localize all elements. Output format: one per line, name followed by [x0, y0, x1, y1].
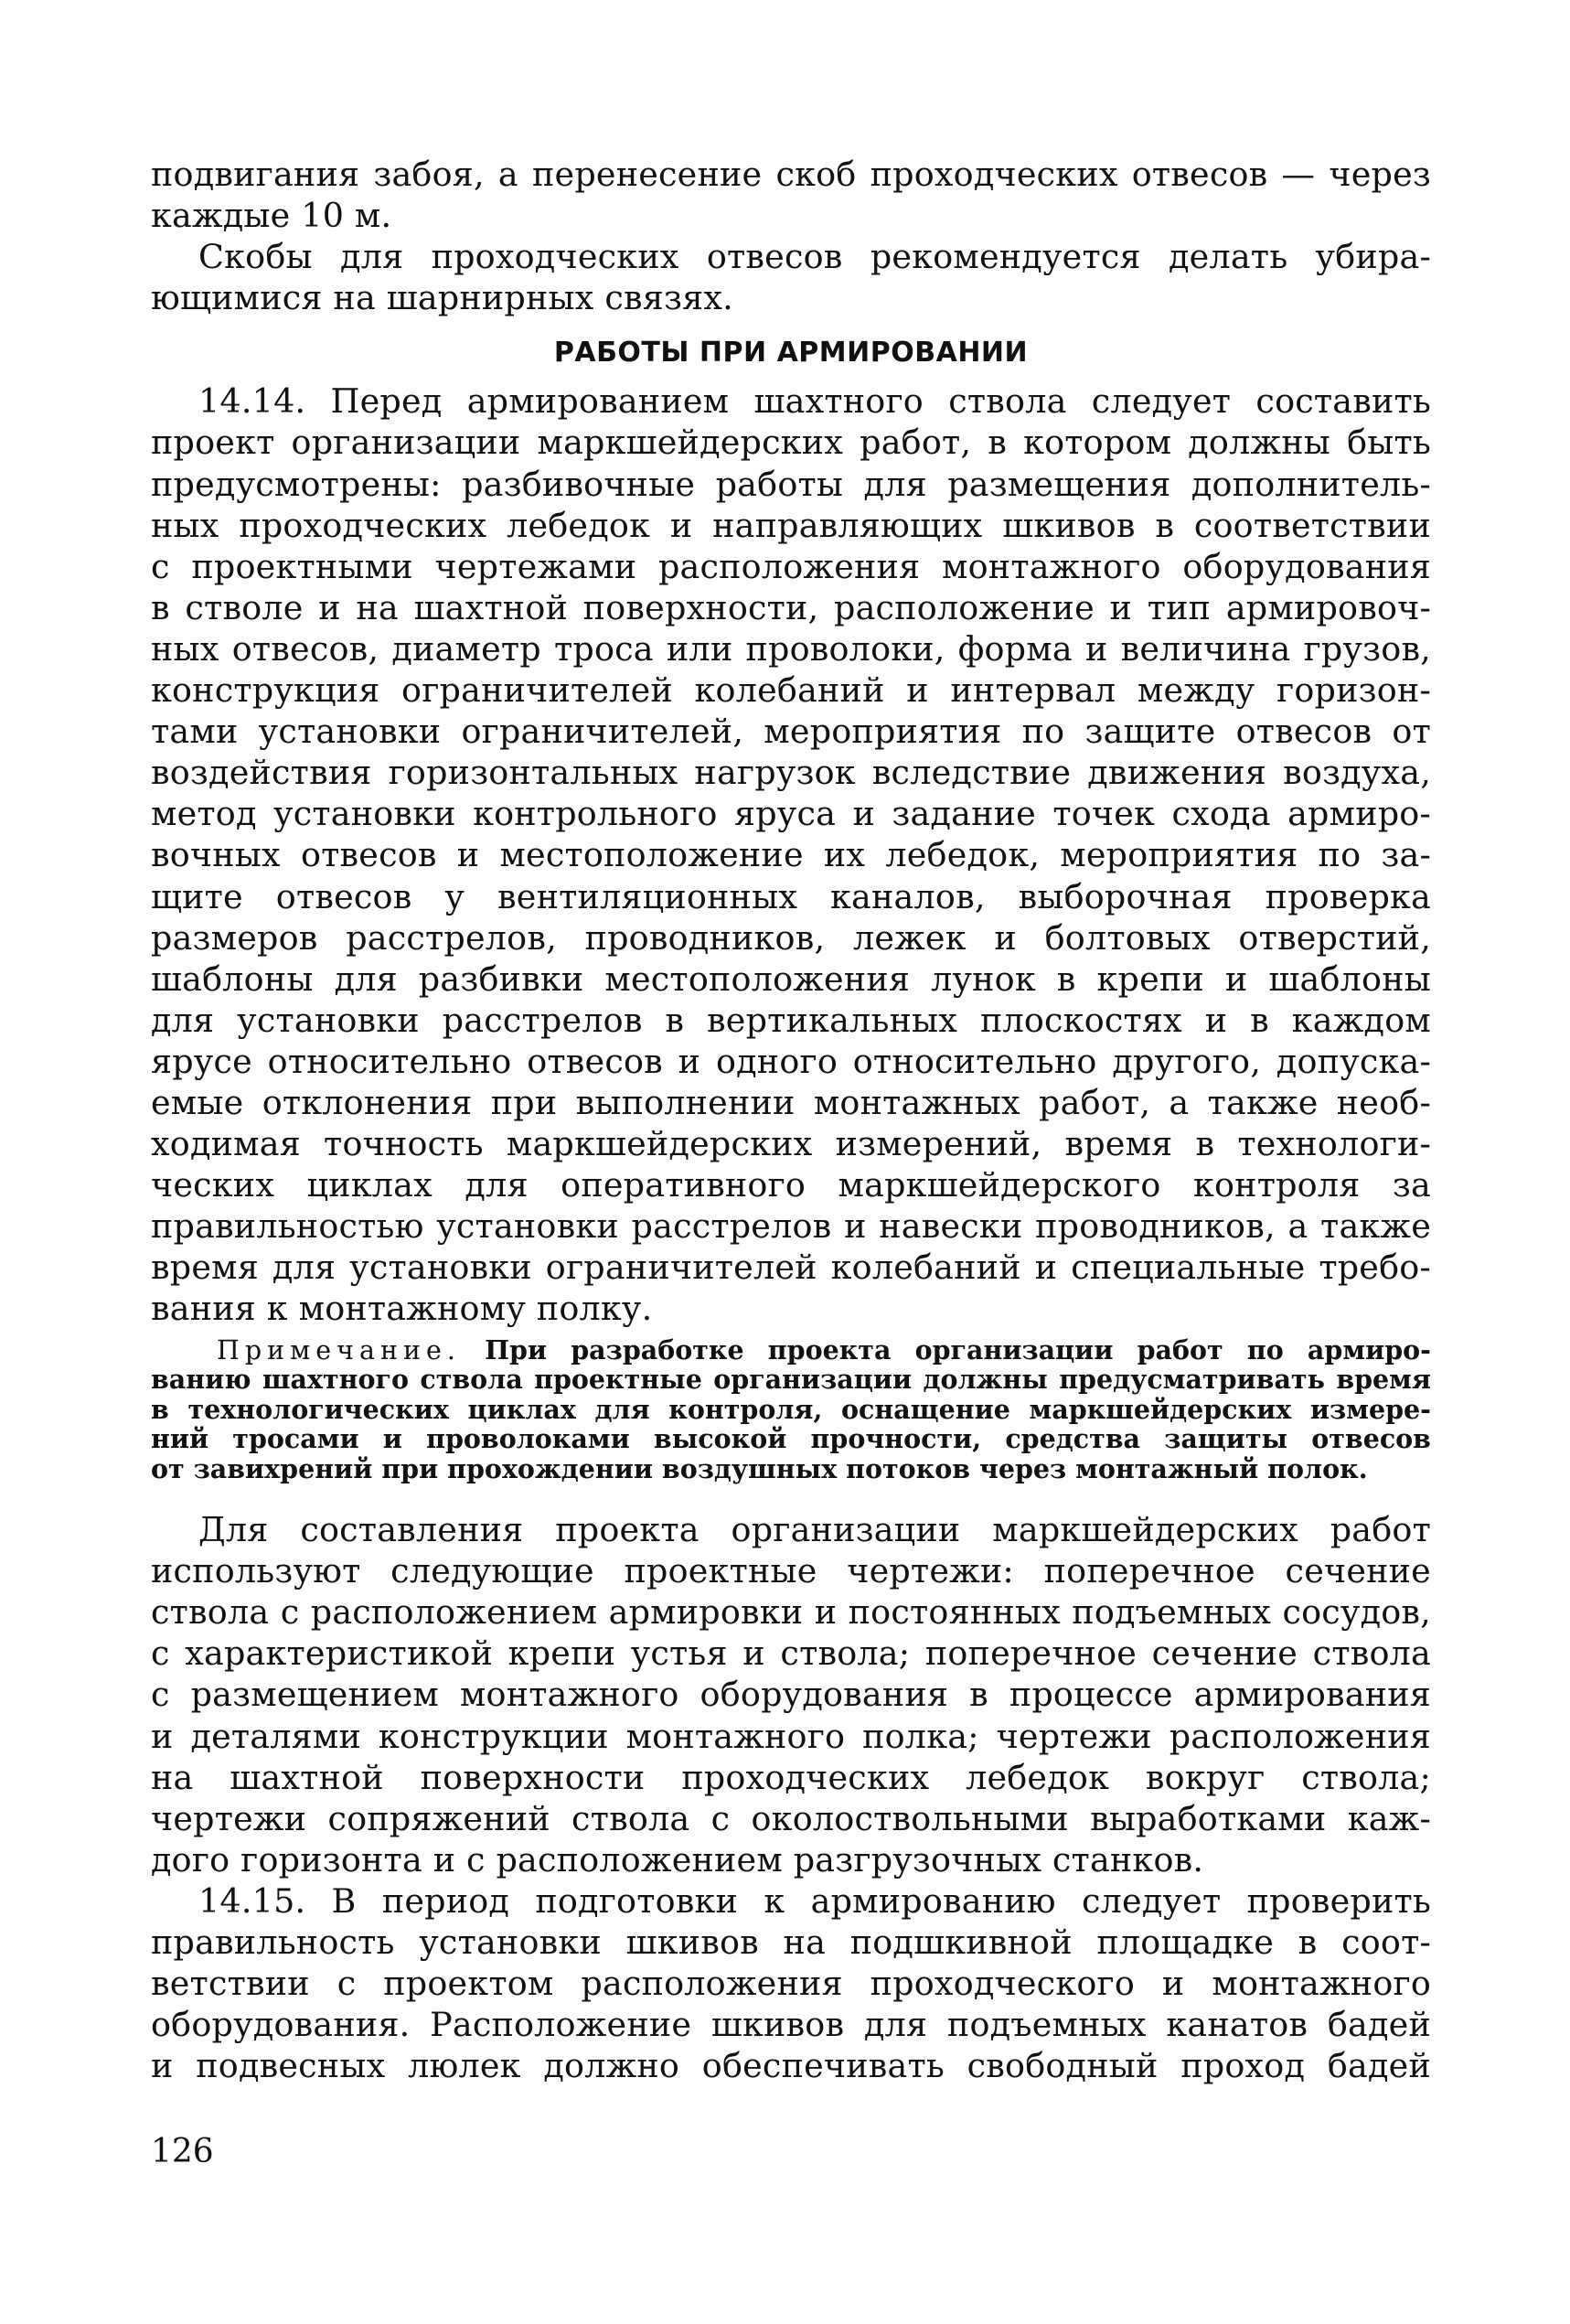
section-heading: РАБОТЫ ПРИ АРМИРОВАНИИ: [553, 337, 1029, 369]
text-line: Скобы для проходческих отвесов рекомендуется делать убира-: [198, 237, 1431, 277]
note-line: от завихрений при прохождении воздушных потоков через монтажный полок.: [151, 1452, 1368, 1484]
spacer: [151, 1483, 1431, 1509]
note-line: ний тросами и проволоками высокой прочности, средства защиты отвесов: [151, 1423, 1431, 1455]
text-line: щите отвесов у вентиляционных каналов, выборочная проверка: [151, 876, 1431, 916]
text-line: ческих циклах для оперативного маркшейдерского контроля за: [151, 1165, 1431, 1205]
note-first-line: [151, 1335, 1431, 1365]
text-line: правильность установки шкивов на подшкивной площадке в соот-: [151, 1922, 1431, 1962]
text-line: используют следующие проектные чертежи: поперечное сечение: [151, 1551, 1431, 1591]
text-line: ющимися на шарнирных связях.: [151, 278, 733, 318]
text-line: тами установки ограничителей, мероприятия по защите отвесов от: [151, 712, 1431, 752]
note-block: [151, 1335, 1431, 1484]
text-line: чертежи сопряжений ствола с околоствольными выработками каж-: [151, 1798, 1431, 1838]
second-paragraph: [151, 236, 1431, 318]
drawings-paragraph: [151, 1509, 1431, 1880]
clause-14-14: [151, 380, 1431, 1329]
text-line: правильностью установки расстрелов и навески проводников, а также: [151, 1206, 1431, 1247]
text-line: вания к монтажному полку.: [151, 1289, 653, 1329]
text-line: для установки расстрелов в вертикальных плоскостях и в каждом: [151, 1000, 1431, 1040]
text-line: подвигания забоя, а перенесение скоб проходческих отвесов — через: [151, 155, 1431, 194]
note-label: Примечание.: [217, 1334, 461, 1365]
text-line: и подвесных люлек должно обеспечивать свободный проход бадей: [151, 2046, 1431, 2086]
text-line: на шахтной поверхности проходческих лебедок вокруг ствола;: [151, 1757, 1431, 1797]
text-line: ных отвесов, диаметр троса или проволоки, форма и величина грузов,: [151, 628, 1431, 669]
text-line: 14.14. Перед армированием шахтного ствола следует составить: [198, 381, 1431, 422]
text-line: дого горизонта и с расположением разгрузочных станков.: [151, 1839, 1204, 1880]
text-line: шаблоны для разбивки местоположения лунок в крепи и шаблоны: [151, 959, 1431, 999]
text-line: предусмотрены: разбивочные работы для размещения дополнитель-: [151, 464, 1431, 504]
text-line: ствола с расположением армировки и постоянных подъемных сосудов,: [151, 1592, 1431, 1633]
text-line: размеров расстрелов, проводников, лежек и болтовых отверстий,: [151, 917, 1431, 958]
text-line: проект организации маркшейдерских работ, в котором должны быть: [151, 423, 1431, 463]
text-line: и деталями конструкции монтажного полка; чертежи расположения: [151, 1716, 1431, 1756]
text-line: с характеристикой крепи устья и ствола; поперечное сечение ствола: [151, 1633, 1431, 1674]
top-paragraph: [151, 154, 1431, 236]
text-line: каждые 10 м.: [151, 196, 392, 236]
text-line: емые отклонения при выполнении монтажных работ, а также необ-: [151, 1082, 1431, 1122]
text-line: воздействия горизонтальных нагрузок вследствие движения воздуха,: [151, 753, 1431, 793]
text-line: в стволе и на шахтной поверхности, расположение и тип армировоч-: [151, 587, 1431, 627]
page-number: 126: [151, 2133, 214, 2170]
clause-14-15: [151, 1880, 1431, 2086]
text-line: с размещением монтажного оборудования в процессе армирования: [151, 1675, 1431, 1715]
text-line: ярусе относительно отвесов и одного относительно другого, допуска-: [151, 1041, 1431, 1081]
text-line: ветствии с проектом расположения проходческого и монтажного: [151, 1964, 1431, 2004]
text-line: конструкция ограничителей колебаний и интервал между горизон-: [151, 670, 1431, 711]
note-line: ванию шахтного ствола проектные организации должны предусматривать время: [151, 1364, 1431, 1396]
text-line: с проектными чертежами расположения монтажного оборудования: [151, 546, 1431, 586]
text-line: ходимая точность маркшейдерских измерений, время в технологи-: [151, 1124, 1431, 1164]
document-page: [151, 154, 1431, 2086]
note-line: в технологических циклах для контроля, оснащение маркшейдерских измере-: [151, 1393, 1431, 1425]
text-line: вочных отвесов и местоположение их лебедок, мероприятия по за-: [151, 835, 1431, 875]
text-line: ных проходческих лебедок и направляющих шкивов в соответствии: [151, 505, 1431, 545]
note-line-text: При разработке проекта организации работ по армиро-: [485, 1333, 1431, 1365]
text-line: Для составления проекта организации маркшейдерских работ: [198, 1510, 1431, 1550]
text-line: 14.15. В период подготовки к армированию следует проверить: [198, 1880, 1431, 1921]
text-line: метод установки контрольного яруса и задание точек схода армиро-: [151, 794, 1431, 834]
text-line: время для установки ограничителей колебаний и специальные требо-: [151, 1248, 1431, 1288]
text-line: оборудования. Расположение шкивов для подъемных канатов бадей: [151, 2005, 1431, 2045]
